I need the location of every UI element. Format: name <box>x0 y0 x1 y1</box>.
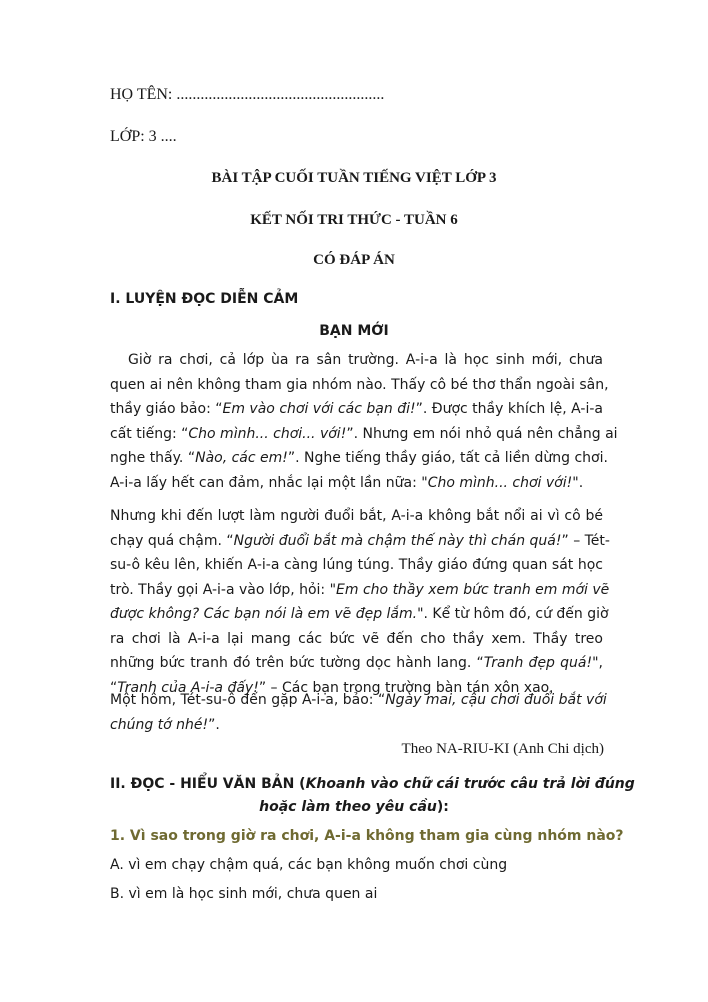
paragraph-line: ra chơi là A-i-a lại mang các bức vẽ đến cho thầy xem. Thầy treo <box>110 630 603 647</box>
story-paragraph-1 <box>110 348 618 495</box>
paragraph-line: quen ai nên không tham gia nhóm nào. Thấy cô bé thơ thẩn ngoài sân, <box>110 376 609 393</box>
paragraph-line: su-ô kêu lên, khiến A-i-a càng lúng túng. Thầy giáo đứng quan sát học <box>110 557 603 573</box>
paragraph-line: những bức tranh đó trên bức tường dọc hành lang. “Tranh đẹp quá!", <box>110 655 603 671</box>
story-source: Theo NA-RIU-KI (Anh Chi dịch) <box>401 741 604 757</box>
option-a[interactable]: A. vì em chạy chậm quá, các bạn không muốn chơi cùng <box>110 857 508 873</box>
paragraph-line: chạy quá chậm. “Người đuổi bắt mà chậm thế này thì chán quá!” – Tét- <box>110 532 610 549</box>
worksheet-title: BÀI TẬP CUỐI TUẦN TIẾNG VIỆT LỚP 3 <box>211 170 497 186</box>
paragraph-line: được không? Các bạn nói là em vẽ đẹp lắm.". Kể từ hôm đó, cứ đến giờ <box>110 606 609 622</box>
question-1: 1. Vì sao trong giờ ra chơi, A-i-a không tham gia cùng nhóm nào? <box>110 828 624 844</box>
section-1-heading: I. LUYỆN ĐỌC DIỄN CẢM <box>110 291 299 307</box>
paragraph-line: Giờ ra chơi, cả lớp ùa ra sân trường. A-i-a là học sinh mới, chưa <box>128 352 603 368</box>
option-b[interactable]: B. vì em là học sinh mới, chưa quen ai <box>110 886 378 902</box>
story-paragraph-3 <box>110 688 607 737</box>
paragraph-line: “Tranh của A-i-a đấy!” – Các bạn trong trường bàn tán xôn xao. <box>110 679 554 696</box>
paragraph-line: cất tiếng: “Cho mình... chơi... với!”. Nhưng em nói nhỏ quá nên chẳng ai <box>110 425 618 442</box>
paragraph-line: A-i-a lấy hết can đảm, nhắc lại một lần nữa: "Cho mình... chơi với!". <box>110 474 584 491</box>
class-field: LỚP: 3 .... <box>110 128 177 145</box>
section-2-heading: II. ĐỌC - HIỂU VĂN BẢN (Khoanh vào chữ cái trước câu trả lời đúng <box>110 776 635 792</box>
answer-note: CÓ ĐÁP ÁN <box>313 252 395 268</box>
paragraph-line: nghe thấy. “Nào, các em!”. Nghe tiếng thầy giáo, tất cả liền dừng chơi. <box>110 450 608 466</box>
paragraph-line: Một hôm, Tét-su-ô đến gặp A-i-a, bảo: “Ngày mai, cậu chơi đuổi bắt với <box>110 692 607 708</box>
section-2-heading-cont: hoặc làm theo yêu cầu): <box>259 799 449 815</box>
paragraph-line: thầy giáo bảo: “Em vào chơi với các bạn đi!”. Được thầy khích lệ, A-i-a <box>110 401 603 417</box>
worksheet-subtitle: KẾT NỐI TRI THỨC - TUẦN 6 <box>250 212 458 228</box>
student-name-field: HỌ TÊN: .................................................... <box>110 86 385 103</box>
story-title: BẠN MỚI <box>319 323 389 339</box>
paragraph-line: Nhưng khi đến lượt làm người đuổi bắt, A-i-a không bắt nổi ai vì cô bé <box>110 508 603 524</box>
paragraph-line: chúng tớ nhé!”. <box>110 716 220 733</box>
paragraph-line: trò. Thầy gọi A-i-a vào lớp, hỏi: "Em cho thầy xem bức tranh em mới vẽ <box>110 581 610 598</box>
